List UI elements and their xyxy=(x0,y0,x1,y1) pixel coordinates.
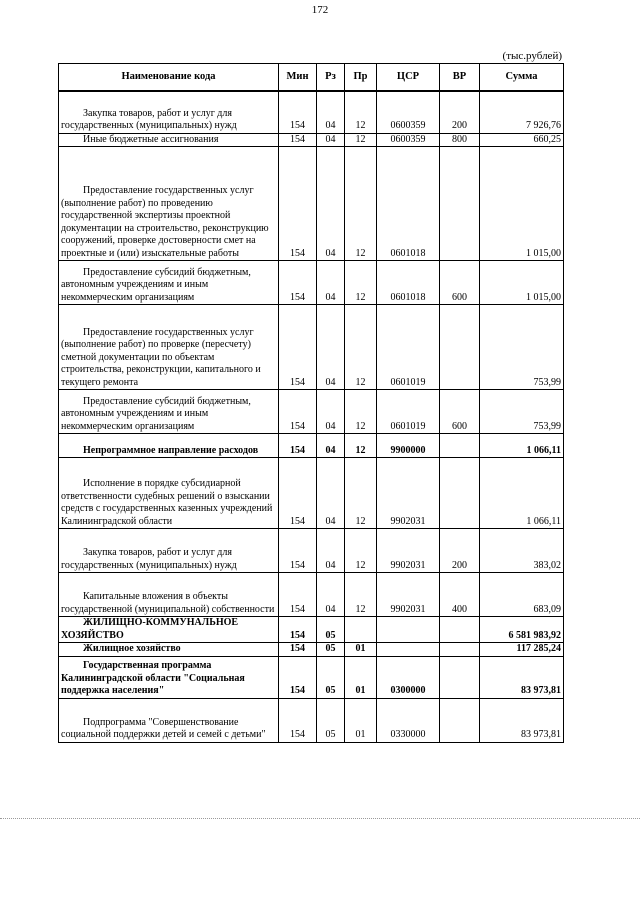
row-pr: 12 xyxy=(345,573,377,617)
row-rz: 04 xyxy=(317,434,345,458)
row-csr: 9902031 xyxy=(377,573,440,617)
row-vr xyxy=(440,147,480,261)
row-vr: 200 xyxy=(440,91,480,133)
row-vr: 600 xyxy=(440,261,480,305)
row-csr xyxy=(377,643,440,657)
row-sum: 383,02 xyxy=(480,529,564,573)
row-rz: 04 xyxy=(317,261,345,305)
row-sum: 83 973,81 xyxy=(480,698,564,742)
row-name: Государственная программа Калининградской области "Социальная поддержка населения" xyxy=(59,656,279,698)
table-row xyxy=(59,434,564,458)
row-csr: 0300000 xyxy=(377,656,440,698)
row-csr: 0600359 xyxy=(377,133,440,147)
table-row xyxy=(59,573,564,617)
row-name: Непрограммное направление расходов xyxy=(59,434,279,458)
table-row xyxy=(59,458,564,529)
row-name: Предоставление субсидий бюджетным, автономным учреждениям и иным некоммерческим организациям xyxy=(59,261,279,305)
row-csr xyxy=(377,617,440,643)
row-min: 154 xyxy=(279,261,317,305)
row-csr: 0601019 xyxy=(377,305,440,390)
row-csr: 0601019 xyxy=(377,390,440,434)
row-vr xyxy=(440,643,480,657)
header-rz: Рз xyxy=(317,64,345,92)
row-sum: 7 926,76 xyxy=(480,91,564,133)
row-min: 154 xyxy=(279,643,317,657)
row-sum: 753,99 xyxy=(480,305,564,390)
page-number: 172 xyxy=(311,4,329,16)
row-sum: 1 015,00 xyxy=(480,261,564,305)
row-min: 154 xyxy=(279,133,317,147)
table-row xyxy=(59,91,564,133)
row-min: 154 xyxy=(279,617,317,643)
row-pr: 01 xyxy=(345,698,377,742)
row-sum: 83 973,81 xyxy=(480,656,564,698)
row-rz: 05 xyxy=(317,617,345,643)
row-min: 154 xyxy=(279,434,317,458)
row-min: 154 xyxy=(279,458,317,529)
row-vr xyxy=(440,617,480,643)
row-min: 154 xyxy=(279,573,317,617)
row-rz: 05 xyxy=(317,698,345,742)
row-csr: 0330000 xyxy=(377,698,440,742)
row-rz: 04 xyxy=(317,133,345,147)
row-csr: 9902031 xyxy=(377,458,440,529)
header-pr: Пр xyxy=(345,64,377,92)
table-row xyxy=(59,656,564,698)
row-csr: 9900000 xyxy=(377,434,440,458)
header-vr: ВР xyxy=(440,64,480,92)
row-min: 154 xyxy=(279,656,317,698)
row-rz: 04 xyxy=(317,458,345,529)
row-vr: 200 xyxy=(440,529,480,573)
row-min: 154 xyxy=(279,390,317,434)
row-rz: 04 xyxy=(317,529,345,573)
row-csr: 0601018 xyxy=(377,147,440,261)
row-sum: 1 066,11 xyxy=(480,434,564,458)
table-row xyxy=(59,390,564,434)
row-pr: 01 xyxy=(345,643,377,657)
row-pr: 12 xyxy=(345,305,377,390)
row-vr xyxy=(440,434,480,458)
row-vr: 400 xyxy=(440,573,480,617)
row-min: 154 xyxy=(279,147,317,261)
row-pr: 12 xyxy=(345,458,377,529)
row-pr: 12 xyxy=(345,133,377,147)
row-name: Предоставление государственных услуг (выполнение работ) по проведению государственной экспертизы проектной документации на строительство, реконструкцию сооружений, проверке достоверности смет на проектные и (или) изыскательные работы xyxy=(59,147,279,261)
row-sum: 753,99 xyxy=(480,390,564,434)
table-row xyxy=(59,261,564,305)
row-sum: 683,09 xyxy=(480,573,564,617)
scan-artifact-line xyxy=(0,818,640,819)
row-name: ЖИЛИЩНО-КОММУНАЛЬНОЕ ХОЗЯЙСТВО xyxy=(59,617,279,643)
row-name: Исполнение в порядке субсидиарной ответственности судебных решений о взыскании средств с государственных казенных учреждений Калининградской области xyxy=(59,458,279,529)
row-csr: 0600359 xyxy=(377,91,440,133)
row-rz: 04 xyxy=(317,147,345,261)
row-sum: 6 581 983,92 xyxy=(480,617,564,643)
row-name: Предоставление субсидий бюджетным, автономным учреждениям и иным некоммерческим организациям xyxy=(59,390,279,434)
header-csr: ЦСР xyxy=(377,64,440,92)
table-row xyxy=(59,643,564,657)
row-name: Закупка товаров, работ и услуг для государственных (муниципальных) нужд xyxy=(59,529,279,573)
header-sum: Сумма xyxy=(480,64,564,92)
row-vr xyxy=(440,698,480,742)
row-min: 154 xyxy=(279,305,317,390)
row-name: Иные бюджетные ассигнования xyxy=(59,133,279,147)
row-sum: 660,25 xyxy=(480,133,564,147)
row-vr: 600 xyxy=(440,390,480,434)
row-min: 154 xyxy=(279,91,317,133)
row-vr: 800 xyxy=(440,133,480,147)
row-name: Капитальные вложения в объекты государственной (муниципальной) собственности xyxy=(59,573,279,617)
row-rz: 04 xyxy=(317,305,345,390)
row-pr xyxy=(345,617,377,643)
row-pr: 12 xyxy=(345,434,377,458)
budget-table xyxy=(58,63,564,743)
row-rz: 05 xyxy=(317,643,345,657)
row-min: 154 xyxy=(279,698,317,742)
row-pr: 12 xyxy=(345,147,377,261)
row-min: 154 xyxy=(279,529,317,573)
row-name: Жилищное хозяйство xyxy=(59,643,279,657)
table-row xyxy=(59,305,564,390)
row-pr: 12 xyxy=(345,529,377,573)
row-csr: 9902031 xyxy=(377,529,440,573)
table-row xyxy=(59,617,564,643)
row-vr xyxy=(440,305,480,390)
row-rz: 04 xyxy=(317,91,345,133)
table-row xyxy=(59,529,564,573)
row-rz: 04 xyxy=(317,573,345,617)
row-pr: 12 xyxy=(345,91,377,133)
row-pr: 12 xyxy=(345,261,377,305)
row-name: Закупка товаров, работ и услуг для государственных (муниципальных) нужд xyxy=(59,91,279,133)
header-min: Мин xyxy=(279,64,317,92)
row-sum: 1 066,11 xyxy=(480,458,564,529)
row-name: Предоставление государственных услуг (выполнение работ) по проверке (пересчету) сметной документации по объектам строительства, реконструкции, капитального и текущего ремонта xyxy=(59,305,279,390)
row-csr: 0601018 xyxy=(377,261,440,305)
table-row xyxy=(59,698,564,742)
row-rz: 05 xyxy=(317,656,345,698)
header-name: Наименование кода xyxy=(59,64,279,92)
units-label: (тыс.рублей) xyxy=(502,50,562,62)
row-name: Подпрограмма "Совершенствование социальной поддержки детей и семей с детьми" xyxy=(59,698,279,742)
row-vr xyxy=(440,458,480,529)
row-sum: 117 285,24 xyxy=(480,643,564,657)
table-row xyxy=(59,147,564,261)
row-pr: 01 xyxy=(345,656,377,698)
table-row xyxy=(59,133,564,147)
row-pr: 12 xyxy=(345,390,377,434)
row-sum: 1 015,00 xyxy=(480,147,564,261)
table-header-row xyxy=(59,64,564,92)
row-rz: 04 xyxy=(317,390,345,434)
row-vr xyxy=(440,656,480,698)
